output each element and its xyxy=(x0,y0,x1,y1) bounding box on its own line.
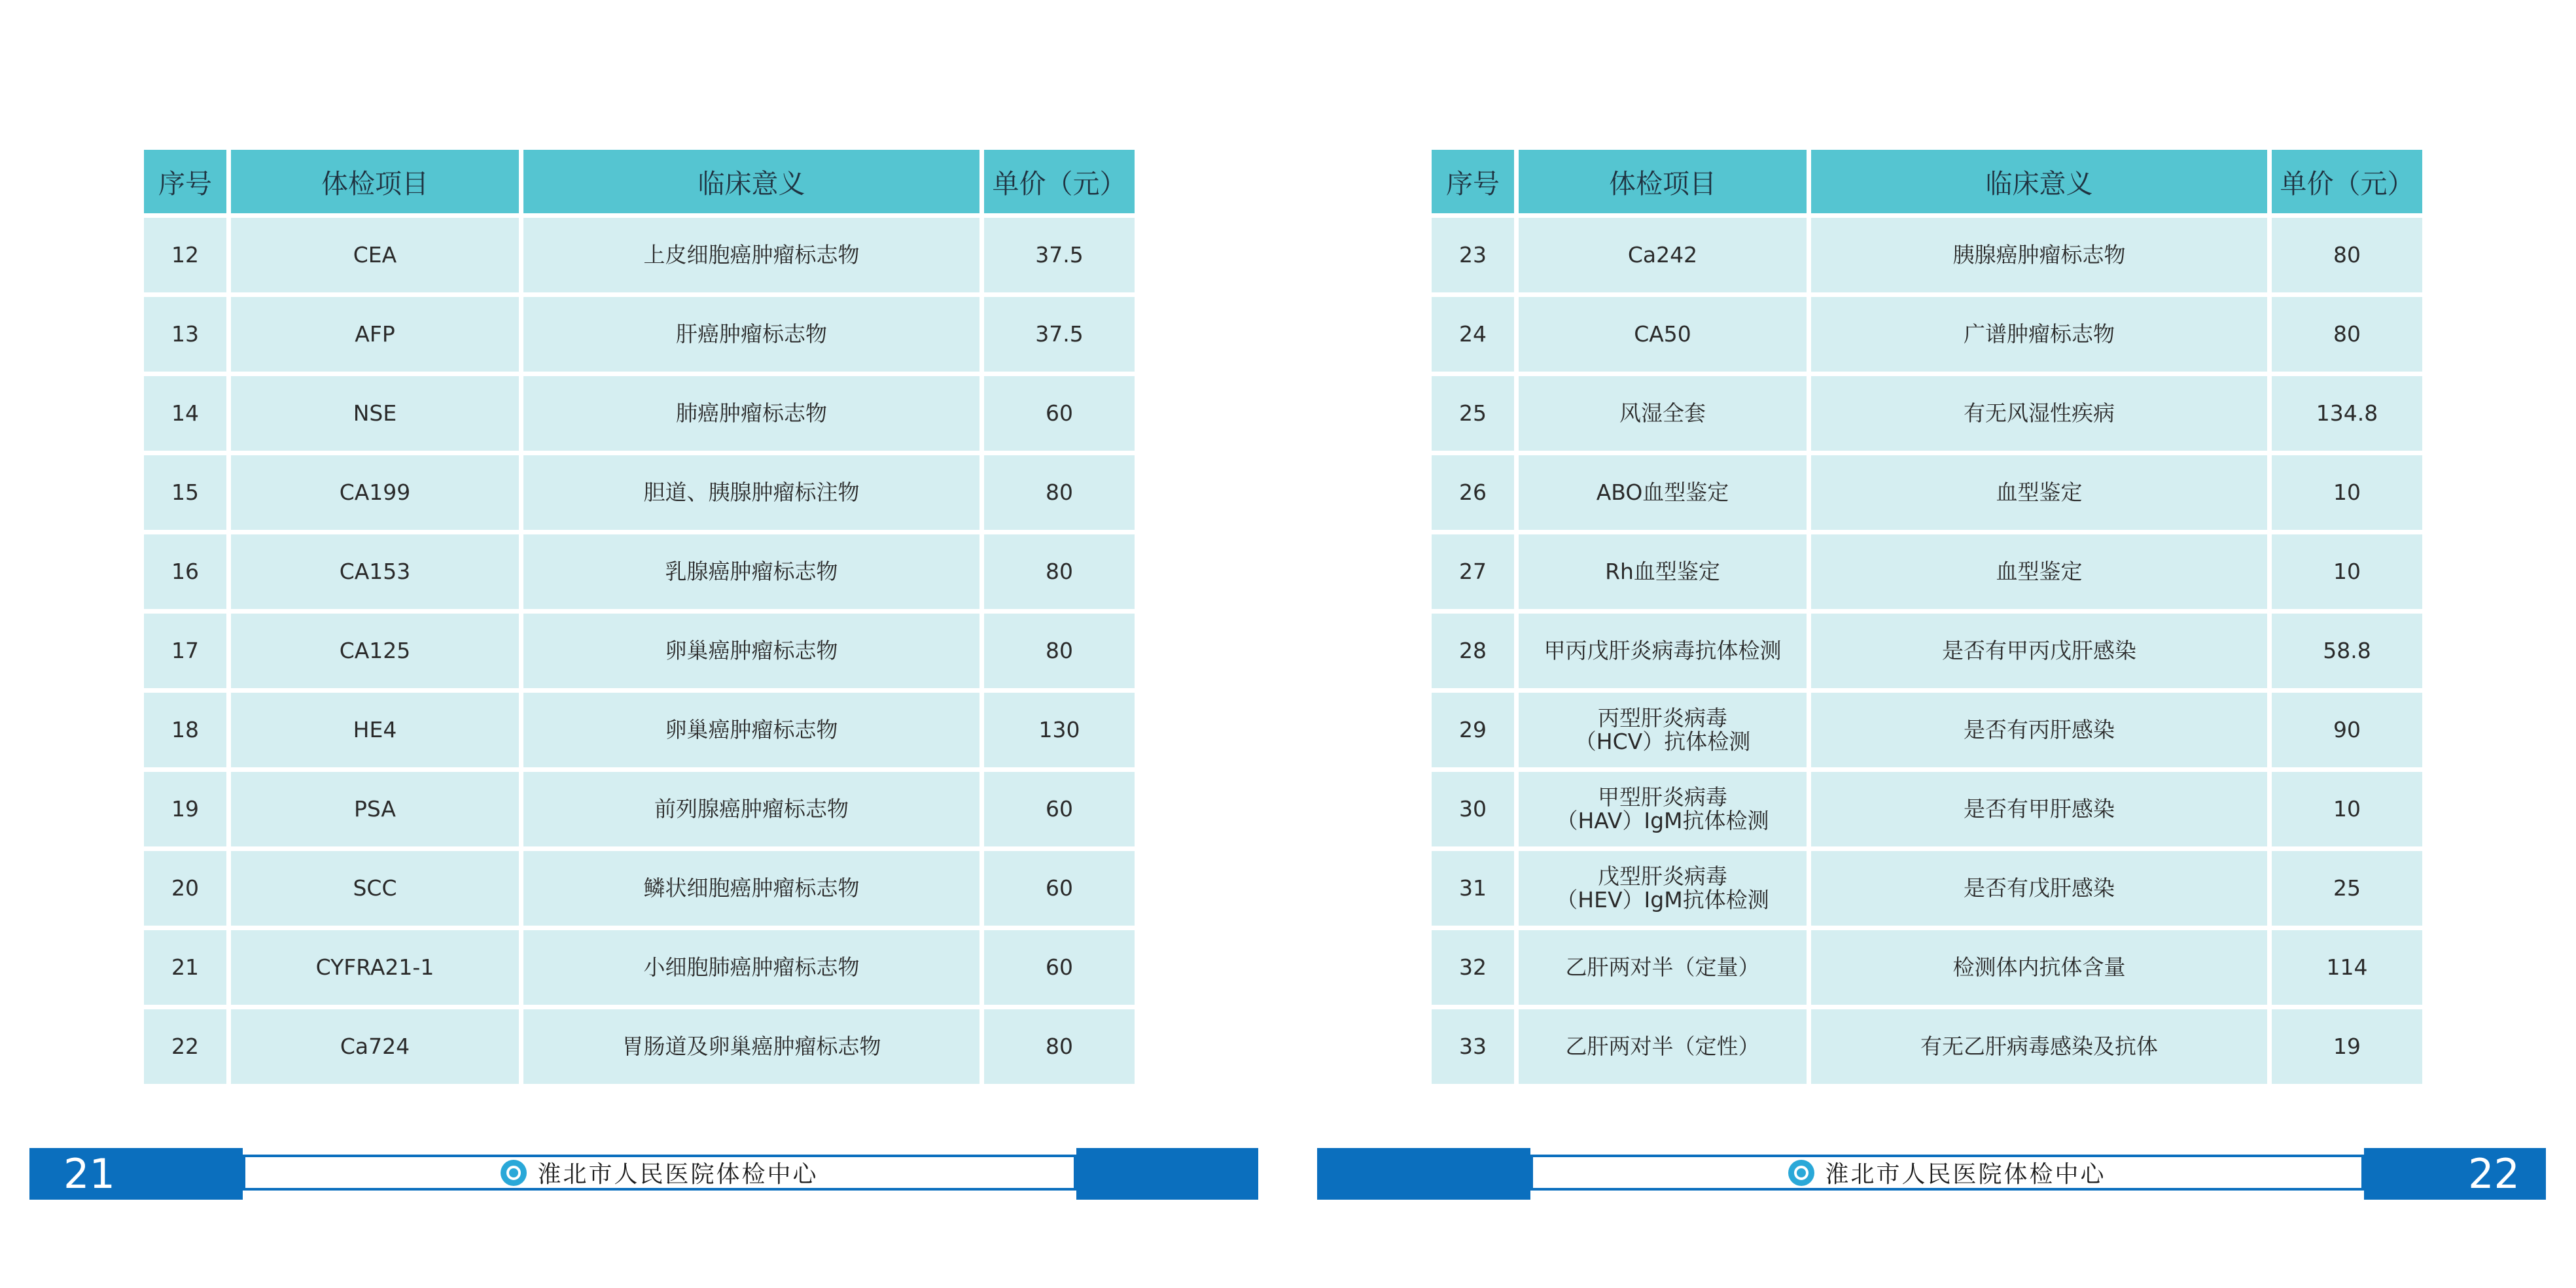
cell-significance: 卵巢癌肿瘤标志物 xyxy=(523,693,979,767)
table-row xyxy=(144,930,1135,1005)
cell-price: 80 xyxy=(984,455,1135,530)
cell-price: 90 xyxy=(2272,693,2422,767)
header-item: 体检项目 xyxy=(231,150,519,213)
cell-significance: 是否有丙肝感染 xyxy=(1811,693,2267,767)
header-price: 单价（元） xyxy=(2272,150,2422,213)
cell-item: SCC xyxy=(231,851,519,926)
cell-significance: 胆道、胰腺肿瘤标注物 xyxy=(523,455,979,530)
cell-no: 22 xyxy=(144,1009,226,1084)
table-row xyxy=(1432,455,2422,530)
table-row xyxy=(1432,534,2422,609)
cell-item-line1: 戊型肝炎病毒 xyxy=(1598,863,1727,889)
cell-no: 13 xyxy=(144,297,226,372)
cell-item: PSA xyxy=(231,772,519,846)
footer-bar-left xyxy=(1317,1148,1530,1200)
cell-significance: 鳞状细胞癌肿瘤标志物 xyxy=(523,851,979,926)
footer-bar-left xyxy=(29,1148,243,1200)
page-footer-left xyxy=(29,1148,1258,1200)
cell-significance: 胃肠道及卵巢癌肿瘤标志物 xyxy=(523,1009,979,1084)
table-row xyxy=(144,376,1135,451)
cell-item: CA50 xyxy=(1519,297,1807,372)
table-row xyxy=(1432,297,2422,372)
footer-bar-right xyxy=(1076,1148,1258,1200)
hospital-name: 淮北市人民医院体检中心 xyxy=(1825,1161,2106,1188)
table-row xyxy=(1432,930,2422,1005)
header-significance: 临床意义 xyxy=(1811,150,2267,213)
table-row xyxy=(1432,614,2422,688)
footer-bar-right xyxy=(2364,1148,2546,1200)
cell-price: 37.5 xyxy=(984,218,1135,292)
table-row xyxy=(1432,376,2422,451)
cell-price: 25 xyxy=(2272,851,2422,926)
cell-price: 10 xyxy=(2272,772,2422,846)
cell-item: AFP xyxy=(231,297,519,372)
hospital-logo-icon xyxy=(501,1160,527,1186)
cell-significance: 有无乙肝病毒感染及抗体 xyxy=(1811,1009,2267,1084)
footer-banner xyxy=(1530,1155,2364,1191)
cell-significance: 有无风湿性疾病 xyxy=(1811,376,2267,451)
cell-price: 60 xyxy=(984,851,1135,926)
hospital-logo-icon xyxy=(1788,1160,1814,1186)
header-price: 单价（元） xyxy=(984,150,1135,213)
cell-item: CA125 xyxy=(231,614,519,688)
cell-significance: 是否有甲肝感染 xyxy=(1811,772,2267,846)
table-row xyxy=(1432,1009,2422,1084)
cell-significance: 小细胞肺癌肿瘤标志物 xyxy=(523,930,979,1005)
cell-price: 37.5 xyxy=(984,297,1135,372)
table-row xyxy=(144,772,1135,846)
cell-no: 27 xyxy=(1432,534,1514,609)
cell-item: Rh血型鉴定 xyxy=(1519,534,1807,609)
cell-price: 114 xyxy=(2272,930,2422,1005)
page-number: 21 xyxy=(63,1150,115,1198)
cell-item-line1: 甲型肝炎病毒 xyxy=(1598,784,1727,810)
cell-price: 80 xyxy=(984,1009,1135,1084)
table-row xyxy=(144,297,1135,372)
cell-item: HE4 xyxy=(231,693,519,767)
table-row xyxy=(1432,851,2422,926)
cell-price: 19 xyxy=(2272,1009,2422,1084)
cell-significance: 上皮细胞癌肿瘤标志物 xyxy=(523,218,979,292)
cell-price: 10 xyxy=(2272,534,2422,609)
cell-no: 26 xyxy=(1432,455,1514,530)
header-significance: 临床意义 xyxy=(523,150,979,213)
cell-no: 17 xyxy=(144,614,226,688)
cell-item: CA199 xyxy=(231,455,519,530)
cell-item xyxy=(1519,851,1807,926)
cell-price: 58.8 xyxy=(2272,614,2422,688)
exam-table-left xyxy=(139,145,1139,1088)
exam-table-right xyxy=(1427,145,2427,1088)
cell-price: 80 xyxy=(2272,218,2422,292)
cell-no: 33 xyxy=(1432,1009,1514,1084)
cell-significance: 是否有甲丙戊肝感染 xyxy=(1811,614,2267,688)
cell-item: CYFRA21-1 xyxy=(231,930,519,1005)
cell-item: Ca242 xyxy=(1519,218,1807,292)
table-row xyxy=(1432,772,2422,846)
cell-no: 24 xyxy=(1432,297,1514,372)
cell-significance: 肝癌肿瘤标志物 xyxy=(523,297,979,372)
table-row xyxy=(144,614,1135,688)
cell-no: 32 xyxy=(1432,930,1514,1005)
cell-price: 60 xyxy=(984,772,1135,846)
cell-no: 29 xyxy=(1432,693,1514,767)
cell-no: 15 xyxy=(144,455,226,530)
cell-significance: 广谱肿瘤标志物 xyxy=(1811,297,2267,372)
cell-item-line1: 丙型肝炎病毒 xyxy=(1598,705,1727,731)
cell-significance: 是否有戊肝感染 xyxy=(1811,851,2267,926)
cell-significance: 卵巢癌肿瘤标志物 xyxy=(523,614,979,688)
table-row xyxy=(1432,693,2422,767)
cell-no: 19 xyxy=(144,772,226,846)
table-header-row xyxy=(144,150,1135,213)
cell-no: 31 xyxy=(1432,851,1514,926)
cell-item: 乙肝两对半（定量） xyxy=(1519,930,1807,1005)
cell-significance: 前列腺癌肿瘤标志物 xyxy=(523,772,979,846)
cell-price: 80 xyxy=(984,534,1135,609)
cell-significance: 肺癌肿瘤标志物 xyxy=(523,376,979,451)
cell-price: 80 xyxy=(2272,297,2422,372)
cell-price: 130 xyxy=(984,693,1135,767)
cell-no: 28 xyxy=(1432,614,1514,688)
table-row xyxy=(144,851,1135,926)
cell-price: 134.8 xyxy=(2272,376,2422,451)
cell-no: 20 xyxy=(144,851,226,926)
cell-item: CA153 xyxy=(231,534,519,609)
cell-item: 风湿全套 xyxy=(1519,376,1807,451)
cell-item xyxy=(1519,693,1807,767)
cell-no: 18 xyxy=(144,693,226,767)
cell-significance: 检测体内抗体含量 xyxy=(1811,930,2267,1005)
cell-price: 60 xyxy=(984,376,1135,451)
cell-item-line2: （HEV）IgM抗体检测 xyxy=(1556,887,1769,913)
header-item: 体检项目 xyxy=(1519,150,1807,213)
header-no: 序号 xyxy=(1432,150,1514,213)
table-row xyxy=(144,534,1135,609)
table-row xyxy=(144,455,1135,530)
cell-item xyxy=(1519,772,1807,846)
table-row xyxy=(144,218,1135,292)
cell-no: 12 xyxy=(144,218,226,292)
table-row xyxy=(144,693,1135,767)
page-right xyxy=(1288,0,2575,1288)
cell-no: 14 xyxy=(144,376,226,451)
cell-item: 甲丙戊肝炎病毒抗体检测 xyxy=(1519,614,1807,688)
cell-item-line2: （HCV）抗体检测 xyxy=(1574,729,1751,754)
cell-item: ABO血型鉴定 xyxy=(1519,455,1807,530)
cell-significance: 血型鉴定 xyxy=(1811,455,2267,530)
page-number: 22 xyxy=(2468,1150,2520,1198)
cell-item: CEA xyxy=(231,218,519,292)
cell-no: 30 xyxy=(1432,772,1514,846)
hospital-name: 淮北市人民医院体检中心 xyxy=(537,1161,819,1188)
cell-significance: 胰腺癌肿瘤标志物 xyxy=(1811,218,2267,292)
table-row xyxy=(1432,218,2422,292)
table-header-row xyxy=(1432,150,2422,213)
footer-banner xyxy=(243,1155,1076,1191)
table-row xyxy=(144,1009,1135,1084)
cell-no: 16 xyxy=(144,534,226,609)
cell-item: 乙肝两对半（定性） xyxy=(1519,1009,1807,1084)
cell-item: Ca724 xyxy=(231,1009,519,1084)
cell-item-line2: （HAV）IgM抗体检测 xyxy=(1556,808,1769,833)
page-footer-right xyxy=(1317,1148,2546,1200)
cell-no: 21 xyxy=(144,930,226,1005)
cell-price: 60 xyxy=(984,930,1135,1005)
cell-price: 10 xyxy=(2272,455,2422,530)
header-no: 序号 xyxy=(144,150,226,213)
cell-no: 23 xyxy=(1432,218,1514,292)
cell-significance: 血型鉴定 xyxy=(1811,534,2267,609)
cell-significance: 乳腺癌肿瘤标志物 xyxy=(523,534,979,609)
cell-no: 25 xyxy=(1432,376,1514,451)
cell-item: NSE xyxy=(231,376,519,451)
cell-price: 80 xyxy=(984,614,1135,688)
